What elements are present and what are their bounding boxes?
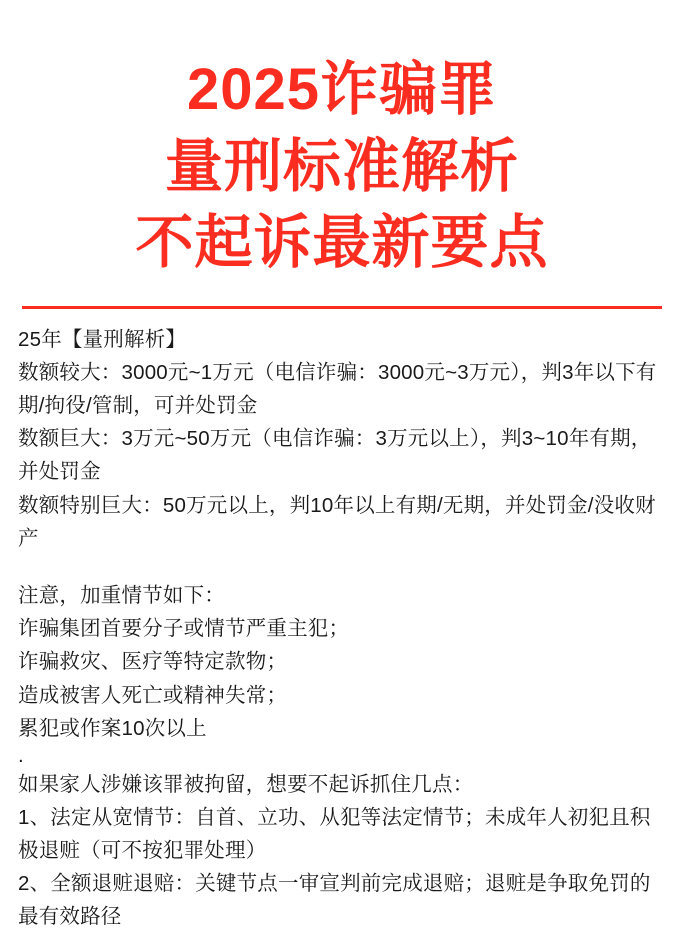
- paragraph-point-2: 2、全额退赃退赔：关键节点一审宣判前完成退赔；退赃是争取免罚的最有效路径: [18, 872, 651, 929]
- paragraph-nonprosecution-heading: 如果家人涉嫌该罪被拘留，想要不起诉抓住几点：: [18, 772, 474, 796]
- paragraph-heading: 25年【量刑解析】: [18, 327, 187, 351]
- paragraph-aggravating-1: 诈骗集团首要分子或情节严重主犯；: [18, 617, 350, 641]
- paragraph-aggravating-3: 造成被害人死亡或精神失常；: [18, 683, 288, 707]
- paragraph-aggravating-4: 累犯或作案10次以上: [18, 716, 207, 740]
- paragraph-separator-dot: .: [18, 744, 24, 768]
- body-text: [18, 323, 666, 934]
- paragraph-aggravating-2: 诈骗救灾、医疗等特定款物；: [18, 650, 288, 674]
- paragraph-amount-large: 数额较大：3000元~1万元（电信诈骗：3000元~3万元），判3年以下有期/拘役/管制，可并处罚金: [18, 360, 657, 418]
- paragraph-amount-huge: 数额巨大：3万元~50万元（电信诈骗：3万元以上），判3~10年有期，并处罚金: [18, 427, 652, 484]
- paragraph-point-1: 1、法定从宽情节：自首、立功、从犯等法定情节；未成年人初犯且积极退赃（可不按犯罪处理）: [18, 805, 651, 863]
- paragraph-amount-extra-huge: 数额特别巨大：50万元以上，判10年以上有期/无期，并处罚金/没收财产: [18, 493, 656, 550]
- headline-block: [18, 0, 666, 282]
- red-divider: [22, 306, 662, 309]
- headline-line-3: 不起诉最新要点: [135, 210, 549, 276]
- headline-line-1: 2025诈骗罪: [186, 57, 498, 122]
- headline-line-2: 量刑标准解析: [164, 133, 519, 199]
- paragraph-notice-heading: 注意，加重情节如下：: [18, 584, 225, 608]
